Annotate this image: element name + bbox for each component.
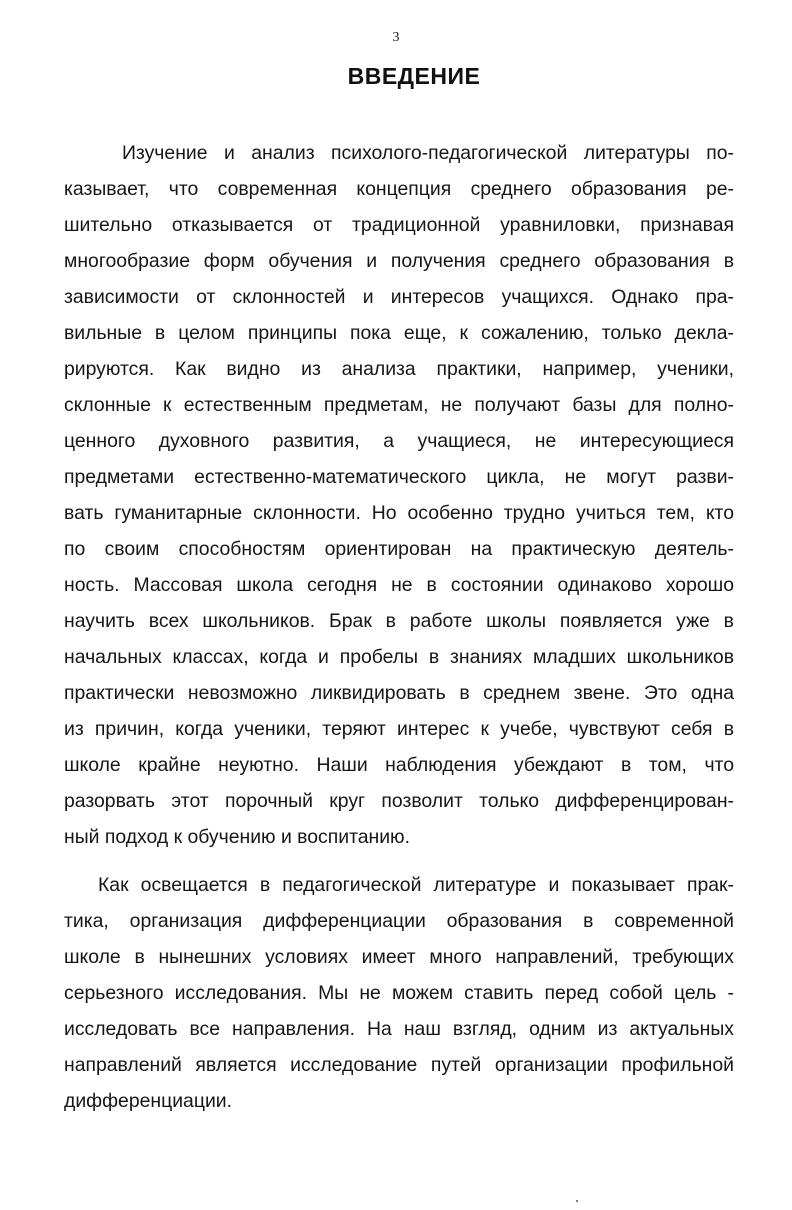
text-line: школе в нынешних условиях имеет много направлений, требующих xyxy=(64,946,734,968)
text-line: склонные к естественным предметам, не получают базы для полно- xyxy=(64,394,734,416)
text-line: научить всех школьников. Брак в работе школы появляется уже в xyxy=(64,610,734,632)
text-line: тика, организация дифференциации образования в современной xyxy=(64,910,734,932)
text-line: зависимости от склонностей и интересов учащихся. Однако пра- xyxy=(64,286,734,308)
text-line: начальных классах, когда и пробелы в знаниях младших школьников xyxy=(64,646,734,668)
text-line: из причин, когда ученики, теряют интерес к учебе, чувствуют себя в xyxy=(64,718,734,740)
text-line: разорвать этот порочный круг позволит только дифференцирован- xyxy=(64,790,734,812)
text-line: ценного духовного развития, а учащиеся, не интересующиеся xyxy=(64,430,734,452)
text-line: ный подход к обучению и воспитанию. xyxy=(64,826,410,848)
text-line: рируются. Как видно из анализа практики, например, ученики, xyxy=(64,358,734,380)
text-line: казывает, что современная концепция среднего образования ре- xyxy=(64,178,734,200)
text-line: дифференциации. xyxy=(64,1090,232,1112)
text-line: по своим способностям ориентирован на практическую деятель- xyxy=(64,538,734,560)
text-line: практически невозможно ликвидировать в среднем звене. Это одна xyxy=(64,682,734,704)
text-line: исследовать все направления. На наш взгляд, одним из актуальных xyxy=(64,1018,734,1040)
text-line: многообразие форм обучения и получения среднего образования в xyxy=(64,250,734,272)
text-line: шительно отказывается от традиционной уравниловки, признавая xyxy=(64,214,734,236)
text-line: вать гуманитарные склонности. Но особенно трудно учиться тем, кто xyxy=(64,502,734,524)
text-line: школе крайне неуютно. Наши наблюдения убеждают в том, что xyxy=(64,754,734,776)
page-number: 3 xyxy=(392,30,400,45)
text-line: ность. Массовая школа сегодня не в состоянии одинаково хорошо xyxy=(64,574,734,596)
text-line: Изучение и анализ психолого-педагогической литературы по- xyxy=(122,142,734,164)
text-line: вильные в целом принципы пока еще, к сожалению, только декла- xyxy=(64,322,734,344)
scan-speck xyxy=(576,1200,578,1202)
text-line: предметами естественно-математического цикла, не могут разви- xyxy=(64,466,734,488)
text-line: Как освещается в педагогической литературе и показывает прак- xyxy=(98,874,734,896)
text-line: направлений является исследование путей организации профильной xyxy=(64,1054,734,1076)
page-title: ВВЕДЕНИЕ xyxy=(347,63,481,89)
text-line: серьезного исследования. Мы не можем ставить перед собой цель - xyxy=(64,982,734,1004)
